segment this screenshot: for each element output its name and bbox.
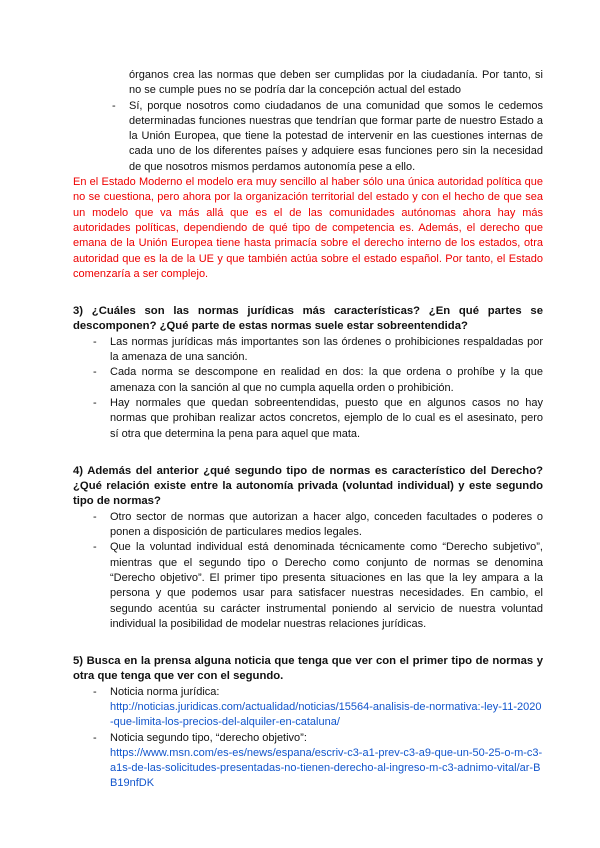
list-item xyxy=(92,731,543,792)
list-item xyxy=(92,510,543,541)
list-item xyxy=(92,540,543,632)
question-4-answers xyxy=(92,510,543,632)
bullet-dash: - xyxy=(93,366,97,379)
bullet-dash: - xyxy=(93,731,97,744)
document-body xyxy=(73,68,543,792)
list-item xyxy=(92,335,543,366)
intro-list xyxy=(111,68,543,175)
list-item xyxy=(111,99,543,175)
bullet-dash: - xyxy=(93,510,97,523)
question-5-answers xyxy=(92,685,543,792)
list-item-text: Sí, porque nosotros como ciudadanos de una comunidad que somos le cedemos determinadas funciones nuestras que tendrían que formar parte de nuestro Estado a la Unión Europea, que tiene la potestad de intervenir en las cuestiones internas de cada uno de los diferentes países y adquiere esas funciones pero sin la necesidad de que nosotros mismos perdamos autonomía pese a ello. xyxy=(129,99,543,173)
news-link[interactable]: http://noticias.juridicas.com/actualidad/noticias/15564-analisis-de-normativa:-ley-11-2020-que-limita-los-precios-del-alquiler-en-cataluna/ xyxy=(110,700,542,729)
list-item-text: Las normas jurídicas más importantes son las órdenes o prohibiciones respaldadas por la amenaza de una sanción. xyxy=(110,335,543,364)
bullet-dash: - xyxy=(93,541,97,554)
question-3-heading: 3) ¿Cuáles son las normas jurídicas más características? ¿En qué partes se descomponen? ¿Qué parte de estas normas suele estar sobreentendida? xyxy=(73,305,543,333)
list-item xyxy=(92,685,543,731)
list-item xyxy=(92,365,543,396)
news-link[interactable]: https://www.msn.com/es-es/news/espana/escriv-c3-a1-prev-c3-a9-que-un-50-25-o-m-c3-a1s-de-las-solicitudes-presentadas-no-tienen-derecho-al-ingreso-m-c3-adnimo-vital/ar-BB19nfDK xyxy=(110,746,543,790)
list-item-text: Hay normales que quedan sobreentendidas, puesto que en algunos casos no hay normas que prohiban realizar actos concretos, ejemplo de lo cual es el asesinato, pero sí otra que determina la pena para aquel que mata. xyxy=(110,396,543,440)
bullet-dash: - xyxy=(112,99,116,112)
question-3-answers xyxy=(92,335,543,442)
list-item-text: Que la voluntad individual está denominada técnicamente como “Derecho subjetivo”, mientras que el segundo tipo o Derecho como conjunto de normas se denomina “Derecho objetivo”. El primer tipo presenta situaciones en las que la ley ampara a la persona y que podemos usar para satisfacer nuestras necesidades. En cambio, el segundo acentúa su carácter instrumental poniendo al servicio de nuestra voluntad individual la posibilidad de modelar nuestras relaciones jurídicas. xyxy=(110,541,543,630)
list-item-text: Cada norma se descompone en realidad en dos: la que ordena o prohíbe y la que amenaza con la sanción al que no cumpla aquella orden o prohibición. xyxy=(110,366,543,394)
question-5-heading: 5) Busca en la prensa alguna noticia que tenga que ver con el primer tipo de normas y otra que tenga que ver con el segundo. xyxy=(73,655,543,683)
list-item-label: Noticia norma jurídica: xyxy=(110,685,220,698)
question-4-heading: 4) Además del anterior ¿qué segundo tipo de normas es característico del Derecho? ¿Qué relación existe entre la autonomía privada (voluntad individual) y este segundo tipo de normas? xyxy=(73,464,543,508)
red-paragraph: En el Estado Moderno el modelo era muy sencillo al haber sólo una única autoridad política que no se cuestiona, pero ahora por la organización territorial del estado y con el hecho de que sea un modelo que va más allá que es el de las comunidades autónomas ahora hay más autoridades políticas, dependiendo de qué tipo de competencia es. Además, el derecho que emana de la Unión Europea tiene hasta primacía sobre el derecho interno de los estados, otra autoridad que es la de la UE y que también actúa sobre el estado español. Por tanto, el Estado comenzaría a ser complejo. xyxy=(73,176,543,280)
list-item xyxy=(92,396,543,442)
bullet-dash: - xyxy=(93,335,97,348)
list-item-text: Otro sector de normas que autorizan a hacer algo, conceden facultades o poderes o ponen a disposición de particulares medios legales. xyxy=(110,510,543,539)
intro-continuation: órganos crea las normas que deben ser cumplidas por la ciudadanía. Por tanto, si no se cumple pues no se podría dar la concepción actual del estado xyxy=(129,69,543,97)
bullet-dash: - xyxy=(93,396,97,409)
bullet-dash: - xyxy=(93,685,97,698)
list-item-label: Noticia segundo tipo, “derecho objetivo”: xyxy=(110,731,307,744)
